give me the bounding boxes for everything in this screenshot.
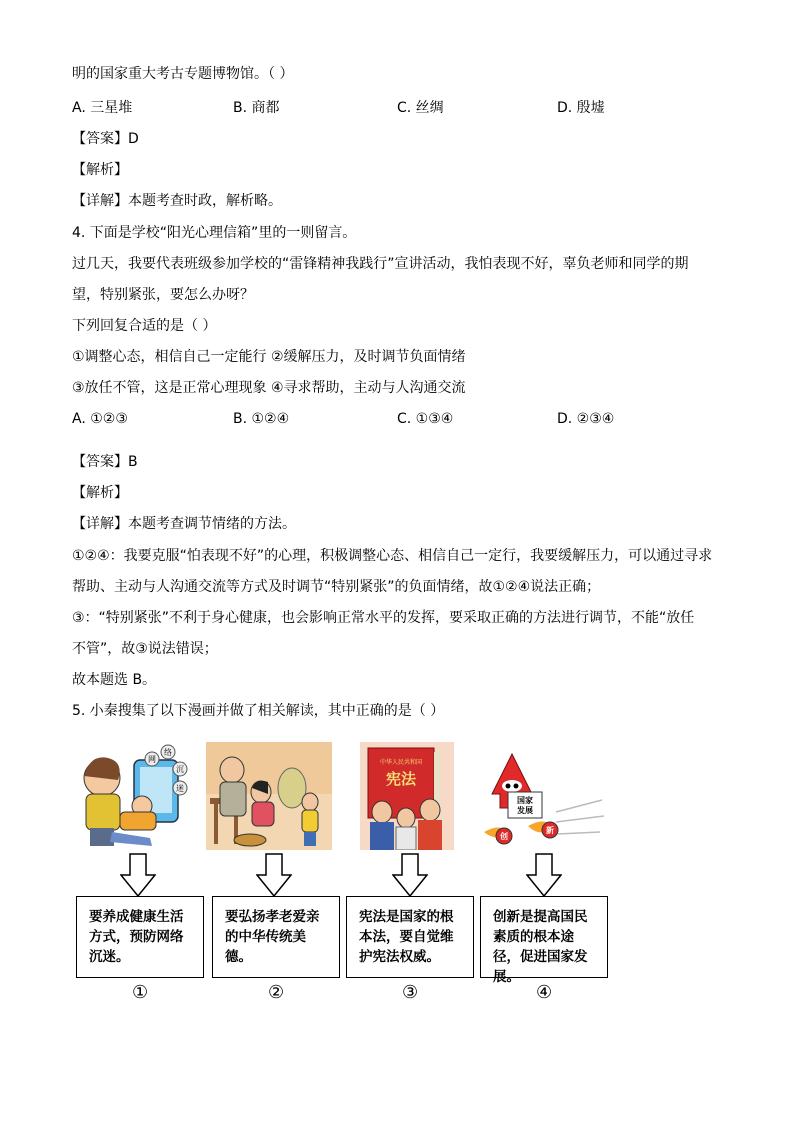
bubble-2: 络 [164,748,172,757]
book-title: 宪法 [385,770,417,788]
sign-line1: 国家 [517,796,533,805]
q3-analysis-label: 【解析】 [72,162,128,178]
book-subtitle: 中华人民共和国 [379,759,423,766]
bubble-4: 迷 [176,784,184,793]
q4-option-c: C. ①③④ [397,411,454,427]
q4-option-b: B. ①②④ [233,411,290,427]
q4-items-line2: ③放任不管，这是正常心理现象 ④寻求帮助，主动与人沟通交流 [72,380,466,396]
q4-analysis-label: 【解析】 [72,485,128,501]
down-arrow-icon [526,853,562,897]
down-arrow-icon [256,853,292,897]
q3-answer: 【答案】D [72,131,139,147]
cartoon-constitution [360,742,454,850]
q4-detail: 【详解】本题考查调节情绪的方法。 [72,516,296,532]
q4-stem: 4. 下面是学校“阳光心理信箱”里的一则留言。 [72,225,357,241]
q4-items-line1: ①调整心态，相信自己一定能行 ②缓解压力，及时调节负面情绪 [72,349,466,365]
circled-number-1: ① [132,982,149,1003]
ball-chuang: 创 [500,832,508,841]
bubble-1: 网 [148,755,156,764]
circled-number-2: ② [268,982,285,1003]
circled-number-3: ③ [402,982,419,1003]
q4-explanation2-line2: 不管”，故③说法错误； [72,641,218,657]
q5-stem: 5. 小秦搜集了以下漫画并做了相关解读，其中正确的是（ ） [72,703,445,719]
down-arrow-icon [392,853,428,897]
ball-xin: 新 [546,826,554,835]
q4-explanation1-line2: 帮助、主动与人沟通交流等方式及时调节“特别紧张”的负面情绪，故①②④说法正确； [72,579,601,595]
q4-explanation2-line1: ③：“特别紧张”不利于身心健康，也会影响正常水平的发挥，要采取正确的方法进行调节，不能“放任 [72,610,695,626]
cartoon-innovation [482,742,608,850]
q4-explanation1-line1: ①②④：我要克服“怕表现不好”的心理，积极调整心态、相信自己一定行，我要缓解压力，可以通过寻求 [72,548,713,564]
interpretation-box-1: 要养成健康生活方式，预防网络沉迷。 [76,896,204,978]
q4-message-line1: 过几天，我要代表班级参加学校的“雷锋精神我践行”宣讲活动，我怕表现不好，辜负老师和同学的期 [72,256,689,272]
interpretation-box-4: 创新是提高国民素质的根本途径，促进国家发展。 [480,896,608,978]
cartoon-filial-piety [206,742,332,850]
down-arrow-icon [120,853,156,897]
q4-option-d: D. ②③④ [557,411,615,427]
q3-option-b: B. 商都 [233,100,280,116]
interpretation-box-3: 宪法是国家的根本法，要自觉维护宪法权威。 [346,896,474,978]
cartoon-internet-addiction [72,742,190,850]
sign-line2: 发展 [517,806,533,815]
q4-question: 下列回复合适的是（ ） [72,318,217,334]
q4-conclusion: 故本题选 B。 [72,672,157,688]
circled-number-4: ④ [536,982,553,1003]
q3-detail: 【详解】本题考查时政，解析略。 [72,193,282,209]
q3-option-a: A. 三星堆 [72,100,133,116]
q4-option-a: A. ①②③ [72,411,128,427]
q4-message-line2: 望，特别紧张，要怎么办呀？ [72,287,254,303]
q4-answer: 【答案】B [72,454,138,470]
q3-option-c: C. 丝绸 [397,100,444,116]
interpretation-box-2: 要弘扬孝老爱亲的中华传统美德。 [212,896,340,978]
q3-option-d: D. 殷墟 [557,100,605,116]
q3-stem-tail: 明的国家重大考古专题博物馆。（ ） [72,66,294,82]
bubble-3: 沉 [176,765,184,774]
